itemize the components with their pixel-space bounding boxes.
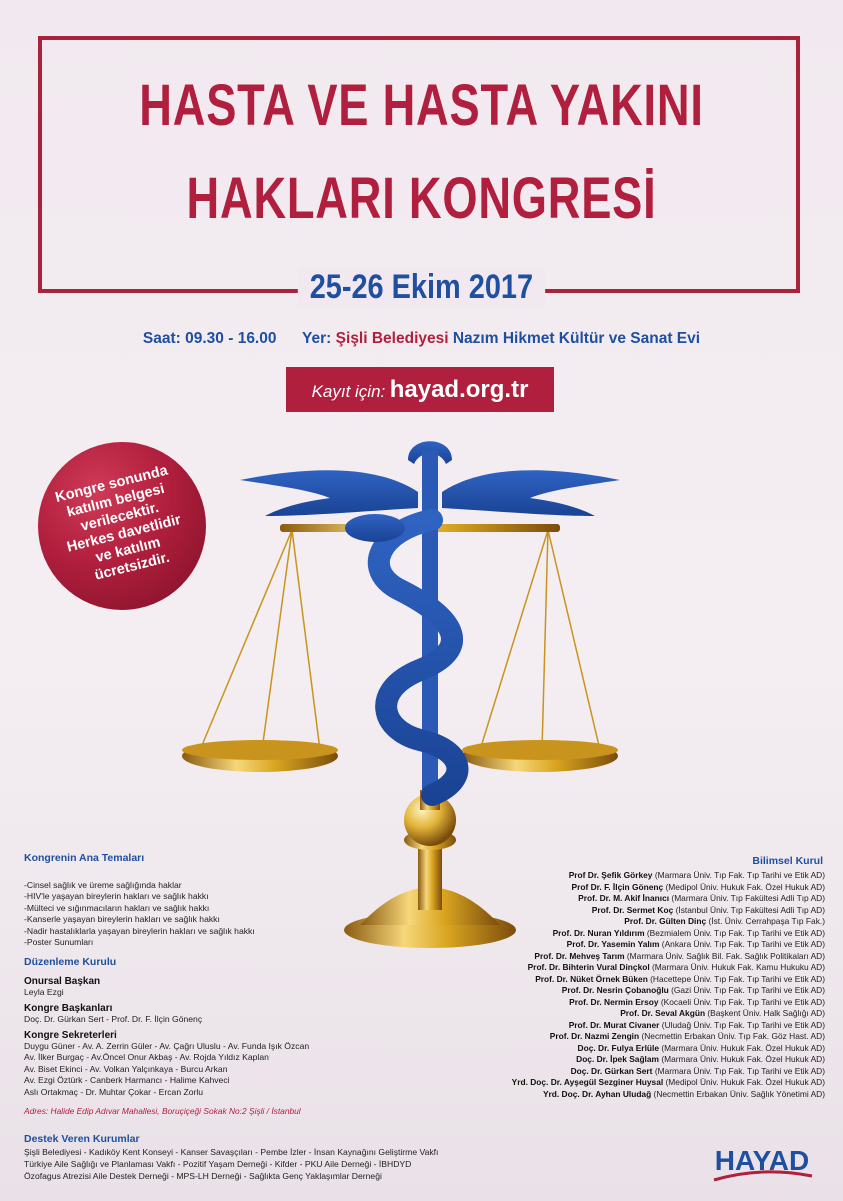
scientific-committee xyxy=(265,870,825,1100)
member-name: Prof. Dr. Sermet Koç xyxy=(591,904,674,915)
member-name: Prof. Dr. Nüket Örnek Büken xyxy=(535,973,648,984)
member-affiliation: (Marmara Üniv. Tıp Fakültesi Adli Tıp AD) xyxy=(671,893,825,903)
member-affiliation: (Medipol Üniv. Hukuk Fak. Özel Hukuk AD) xyxy=(665,881,825,892)
member-row xyxy=(265,916,825,928)
member-name: Prof. Dr. Murat Civaner xyxy=(568,1019,660,1030)
member-affiliation: (Kocaeli Üniv. Tıp Fak. Tıp Tarihi ve Etik AD) xyxy=(660,996,825,1007)
member-affiliation: (Başkent Üniv. Halk Sağlığı AD) xyxy=(707,1008,825,1018)
secretaries-line: Aslı Ortakmaç - Dr. Muhtar Çokar - Ercan Zorlu xyxy=(24,1086,204,1097)
support-line: Türkiye Aile Sağlığı ve Planlaması Vakfı - Pozitif Yaşam Derneği - Kifder - PKU Aile Derneği - İBHDYD xyxy=(24,1159,412,1169)
address: Adres: Halide Edip Adıvar Mahallesi, Boruçiçeği Sokak No:2 Şişli / İstanbul xyxy=(24,1106,301,1116)
scientific-title: Bilimsel Kurul xyxy=(752,855,823,867)
honorary-name: Leyla Ezgi xyxy=(24,987,64,998)
member-affiliation: (Marmara Üniv. Sağlık Bil. Fak. Sağlık Politikaları AD) xyxy=(626,950,825,961)
date-wrap xyxy=(0,268,843,307)
registration-box[interactable] xyxy=(286,367,554,412)
member-row xyxy=(265,1089,825,1101)
venue-hall: Nazım Hikmet Kültür ve Sanat Evi xyxy=(452,330,701,347)
member-row xyxy=(265,1077,825,1089)
secretaries-line: Duygu Güner - Av. A. Zerrin Güler - Av. Çağrı Uluslu - Av. Funda Işık Özcan xyxy=(24,1041,310,1052)
registration-link[interactable]: hayad.org.tr xyxy=(389,376,529,403)
member-row xyxy=(265,939,825,951)
member-row xyxy=(265,1020,825,1032)
theme-item: -Poster Sunumları xyxy=(24,937,94,948)
member-affiliation: (Gazi Üniv. Tıp Fak. Tıp Tarihi ve Etik AD) xyxy=(671,985,825,995)
member-name: Prof. Dr. Bihterin Vural Dinçkol xyxy=(527,962,650,972)
member-row xyxy=(265,1066,825,1078)
support-title: Destek Veren Kurumlar xyxy=(24,1133,140,1145)
support-line: Şişli Belediyesi - Kadıköy Kent Konseyi - Kanser Savaşçıları - Pembe İzler - İnsan Kaynağını Geliştirme Vakfı xyxy=(24,1147,439,1157)
member-name: Doç. Dr. Gürkan Sert xyxy=(570,1065,653,1076)
member-row xyxy=(265,951,825,963)
member-row xyxy=(265,1054,825,1066)
member-row xyxy=(265,905,825,917)
member-name: Prof. Dr. Mehveş Tarım xyxy=(534,950,625,961)
themes-title: Kongrenin Ana Temaları xyxy=(24,852,145,864)
support-list xyxy=(24,1146,438,1182)
member-affiliation: (Marmara Üniv. Tıp Fak. Tıp Tarihi ve Etik AD) xyxy=(654,1065,825,1076)
member-affiliation: (Uludağ Üniv. Tıp Fak. Tıp Tarihi ve Etik AD) xyxy=(661,1019,825,1030)
member-name: Prof. Dr. Nermin Ersoy xyxy=(569,996,659,1007)
member-name: Yrd. Doç. Dr. Ayhan Uludağ xyxy=(542,1088,652,1099)
congress-title-line1: HASTA VE HASTA YAKINI xyxy=(139,73,704,138)
member-name: Prof. Dr. Yasemin Yalım xyxy=(566,939,660,949)
presidents-title: Kongre Başkanları xyxy=(24,1002,113,1014)
theme-item: -Cinsel sağlık ve üreme sağlığında haklar xyxy=(24,880,182,890)
member-row xyxy=(265,893,825,905)
member-row xyxy=(265,985,825,997)
venue-label: Yer: xyxy=(302,330,332,347)
member-name: Prof. Dr. Seval Akgün xyxy=(620,1008,706,1018)
member-affiliation: (Ankara Üniv. Tıp Fak. Tıp Tarihi ve Etik AD) xyxy=(661,939,825,949)
theme-item: -Nadir hastalıklarla yaşayan bireylerin hakları ve sağlık hakkı xyxy=(24,925,255,936)
member-affiliation: (İstanbul Üniv. Tıp Fakültesi Adli Tıp AD) xyxy=(675,904,825,915)
member-affiliation: (Hacettepe Üniv. Tıp Fak. Tıp Tarihi ve Etik AD) xyxy=(650,973,825,984)
member-affiliation: (Medipol Üniv. Hukuk Fak. Özel Hukuk AD) xyxy=(665,1077,825,1087)
member-affiliation: (Marmara Üniv. Hukuk Fak. Özel Hukuk AD) xyxy=(661,1042,825,1053)
secretaries-line: Av. İlker Burgaç - Av.Öncel Onur Akbaş - Av. Rojda Yıldız Kaplan xyxy=(24,1052,269,1063)
member-row xyxy=(265,870,825,882)
member-affiliation: (Necmettin Erbakan Üniv. Sağlık Yönetimi AD) xyxy=(653,1088,825,1099)
member-affiliation: (Necmettin Erbakan Üniv. Tıp Fak. Göz Hast. AD) xyxy=(641,1031,825,1041)
theme-item: -Kanserle yaşayan bireylerin hakları ve sağlık hakkı xyxy=(24,914,220,925)
congress-title-line2: HAKLARI KONGRESİ xyxy=(186,166,657,231)
presidents-names: Doç. Dr. Gürkan Sert - Prof. Dr. F. İlçin Gönenç xyxy=(24,1014,203,1025)
registration-label: Kayıt için: xyxy=(311,382,386,401)
member-affiliation: (Marmara Üniv. Hukuk Fak. Özel Hukuk AD) xyxy=(661,1054,825,1064)
member-name: Prof Dr. F. İlçin Gönenç xyxy=(571,881,664,892)
member-name: Yrd. Doç. Dr. Ayşegül Sezginer Huysal xyxy=(511,1077,664,1087)
honorary-title: Onursal Başkan xyxy=(24,976,101,987)
hayad-logo xyxy=(706,1140,818,1184)
logo-text: HAYAD xyxy=(714,1145,810,1176)
venue-municipality: Şişli Belediyesi xyxy=(335,330,449,347)
member-affiliation: (İst. Üniv. Cerrahpaşa Tıp Fak.) xyxy=(708,916,825,926)
member-affiliation: (Marmara Üniv. Hukuk Fak. Kamu Hukuku AD) xyxy=(652,962,825,972)
member-row xyxy=(265,1008,825,1020)
theme-item: -HIV'le yaşayan bireylerin hakları ve sağlık hakkı xyxy=(24,891,209,902)
member-row xyxy=(265,974,825,986)
secretaries-line: Av. Ezgi Öztürk - Canberk Harmancı - Halime Kahveci xyxy=(24,1075,230,1086)
secretaries-title: Kongre Sekreterleri xyxy=(24,1029,117,1041)
organizing-title: Düzenleme Kurulu xyxy=(24,956,117,968)
member-affiliation: (Marmara Üniv. Tıp Fak. Tıp Tarihi ve Etik AD) xyxy=(654,870,825,880)
member-name: Doç. Dr. İpek Sağlam xyxy=(576,1054,659,1064)
member-row xyxy=(265,962,825,974)
member-name: Prof. Dr. M. Akif İnanıcı xyxy=(578,893,670,903)
member-name: Prof. Dr. Gülten Dinç xyxy=(624,916,707,926)
theme-item: -Mülteci ve sığınmacıların hakları ve sağlık hakkı xyxy=(24,902,210,913)
secretaries-line: Av. Biset Ekinci - Av. Volkan Yalçınkaya - Burcu Arkan xyxy=(24,1063,228,1074)
member-row xyxy=(265,882,825,894)
member-name: Prof. Dr. Nesrin Çobanoğlu xyxy=(561,985,669,995)
support-line: Özofagus Atrezisi Aile Destek Derneği - MPS-LH Derneği - Sağlıkta Genç Yaklaşımlar Derneği xyxy=(24,1171,382,1181)
member-name: Prof. Dr. Nazmi Zengin xyxy=(549,1031,640,1041)
member-row xyxy=(265,928,825,940)
badge-text: Kongre sonunda katılım belgesi verilecektir. Herkes davetlidir ve katılım ücretsizdir. xyxy=(53,462,183,584)
member-affiliation: (Bezmialem Üniv. Tıp Fak. Tıp Tarihi ve Etik AD) xyxy=(646,927,825,938)
member-row xyxy=(265,1043,825,1055)
member-name: Prof. Dr. Nuran Yıldırım xyxy=(552,927,645,938)
time-venue-line xyxy=(0,330,843,348)
event-date: 25-26 Ekim 2017 xyxy=(298,268,545,307)
time-label: Saat: 09.30 - 16.00 xyxy=(142,330,277,347)
themes-list xyxy=(24,880,255,948)
member-name: Doç. Dr. Fulya Erlüle xyxy=(577,1042,659,1053)
member-name: Prof Dr. Şefik Görkey xyxy=(568,870,653,880)
member-row xyxy=(265,997,825,1009)
member-row xyxy=(265,1031,825,1043)
